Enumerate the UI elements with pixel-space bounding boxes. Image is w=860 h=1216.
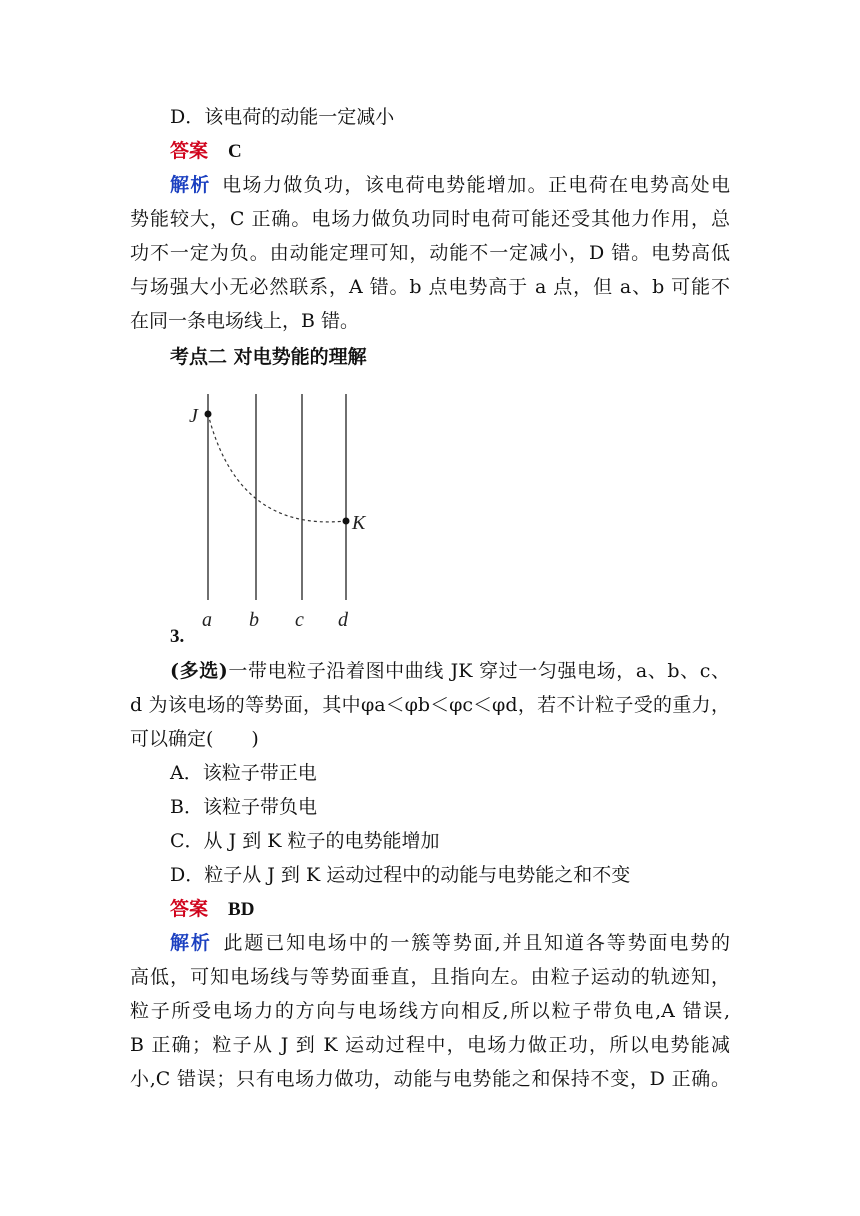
analysis-line-2: 高低，可知电场线与等势面垂直，且指向左。由粒子运动的轨迹知，: [130, 966, 730, 988]
analysis-line-1: [170, 926, 730, 960]
prev-answer-value: C: [228, 141, 242, 162]
point-k-label: K: [352, 512, 366, 534]
question-number: 3.: [170, 626, 185, 647]
prev-analysis-line-2: 势能较大，C 正确。电场力做负功同时电荷可能还受其他力作用，总: [130, 208, 730, 230]
option-c: C．从 J 到 K 粒子的电势能增加: [170, 830, 440, 852]
plane-d-label: d: [338, 609, 348, 631]
equipotential-diagram: [186, 384, 376, 634]
question-stem-line-1: [170, 654, 730, 688]
prev-analysis-label: 解析: [170, 174, 211, 196]
option-b: B．该粒子带负电: [170, 796, 317, 818]
answer-label: 答案: [170, 898, 209, 920]
option-a: A．该粒子带正电: [170, 762, 317, 784]
analysis-line-4: B 正确；粒子从 J 到 K 运动过程中，电场力做正功，所以电势能减: [130, 1034, 730, 1056]
section-heading: 考点二 对电势能的理解: [170, 346, 367, 368]
question-stem-line-2: d 为该电场的等势面，其中φa＜φb＜φc＜φd，若不计粒子受的重力，: [130, 694, 730, 716]
point-j-dot: [205, 411, 212, 418]
plane-a-label: a: [202, 609, 212, 631]
prev-analysis-line-1: [170, 168, 730, 202]
question-stem-line-3: 可以确定( ): [130, 728, 259, 750]
prev-answer-label: 答案: [170, 140, 209, 162]
analysis-text-1: 此题已知电场中的一簇等势面,并且知道各等势面电势的: [221, 932, 730, 954]
prev-answer-row: [170, 134, 730, 168]
prev-analysis-text-1: 电场力做负功，该电荷电势能增加。正电荷在电势高处电: [220, 174, 730, 196]
answer-row: [170, 892, 730, 926]
prev-analysis-line-3: 功不一定为负。由动能定理可知，动能不一定减小，D 错。电势高低: [130, 242, 730, 264]
trajectory-jk: [208, 414, 346, 522]
question-stem-prefix: (多选): [170, 660, 228, 682]
answer-value: BD: [228, 899, 255, 920]
question-stem-text-1: 一带电粒子沿着图中曲线 JK 穿过一匀强电场，a、b、c、: [227, 660, 730, 682]
point-k-dot: [343, 518, 350, 525]
option-d: D．粒子从 J 到 K 运动过程中的动能与电势能之和不变: [170, 864, 631, 886]
equipotential-figure: [186, 384, 376, 634]
prev-analysis-line-4: 与场强大小无必然联系，A 错。b 点电势高于 a 点，但 a、b 可能不: [130, 276, 730, 298]
analysis-line-5: 小,C 错误；只有电场力做功，动能与电势能之和保持不变，D 正确。: [130, 1068, 730, 1090]
prev-option-d: D．该电荷的动能一定减小: [170, 106, 395, 128]
analysis-label: 解析: [170, 932, 212, 954]
plane-c-label: c: [295, 609, 304, 631]
prev-analysis-line-5: 在同一条电场线上，B 错。: [130, 310, 360, 332]
point-j-label: J: [189, 405, 198, 427]
plane-b-label: b: [249, 609, 259, 631]
analysis-line-3: 粒子所受电场力的方向与电场线方向相反,所以粒子带负电,A 错误,: [130, 1000, 730, 1022]
